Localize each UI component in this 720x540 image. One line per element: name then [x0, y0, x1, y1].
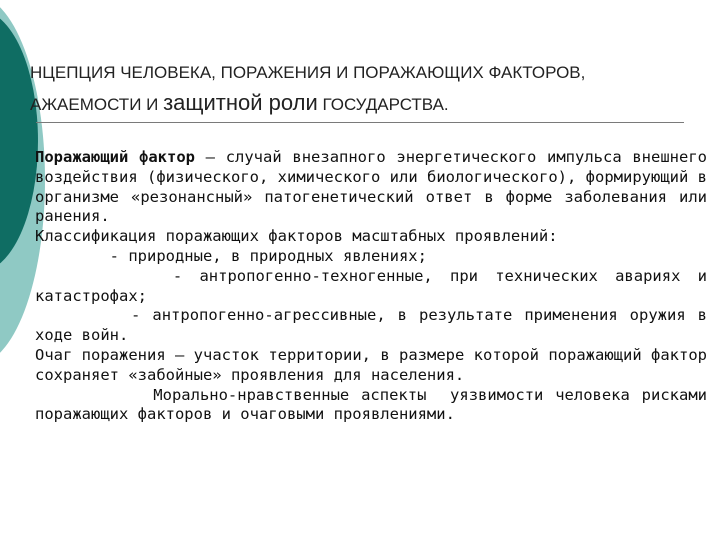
title-line-2-prefix: АЖАЕМОСТИ И [30, 95, 164, 114]
title-line-2-suffix: ГОСУДАРСТВА. [317, 95, 449, 114]
title-line-2-emphasis: защитной роли [163, 90, 318, 115]
classification-item-natural: - природные, в природных явлениях; [35, 246, 427, 265]
moral-ethical-aspects: Морально-нравственные аспекты уязвимости человека рисками поражающих факторов и очаговыми проявлениями. [35, 385, 717, 424]
definition-damage-focus: Очаг поражения – участок территории, в размере которой поражающий фактор сохраняет «забойные» проявления для населения. [35, 345, 717, 384]
classification-heading: Классификация поражающих факторов масштабных проявлений: [35, 227, 558, 246]
classification-item-technogenic: - антропогенно-техногенные, при технических авариях и катастрофах; [35, 266, 717, 305]
title-line-2 [30, 88, 710, 118]
definition-damaging-factor [35, 148, 717, 227]
slide-body [35, 148, 717, 425]
definition-text: – случай внезапного энергетического импульса внешнего воздействия (физического, химического или биологического), формирующий в организме «резонансный» патогенетический ответ в форме заболевания или ранения. [35, 148, 717, 226]
title-divider [36, 122, 684, 123]
classification-item-aggressive: - антропогенно-агрессивные, в результате применения оружия в ходе войн. [35, 306, 717, 345]
title-line-1: НЦЕПЦИЯ ЧЕЛОВЕКА, ПОРАЖЕНИЯ И ПОРАЖАЮЩИХ ФАКТОРОВ, [30, 63, 586, 82]
term-damaging-factor: Поражающий фактор [35, 148, 195, 166]
slide-title [30, 58, 710, 118]
